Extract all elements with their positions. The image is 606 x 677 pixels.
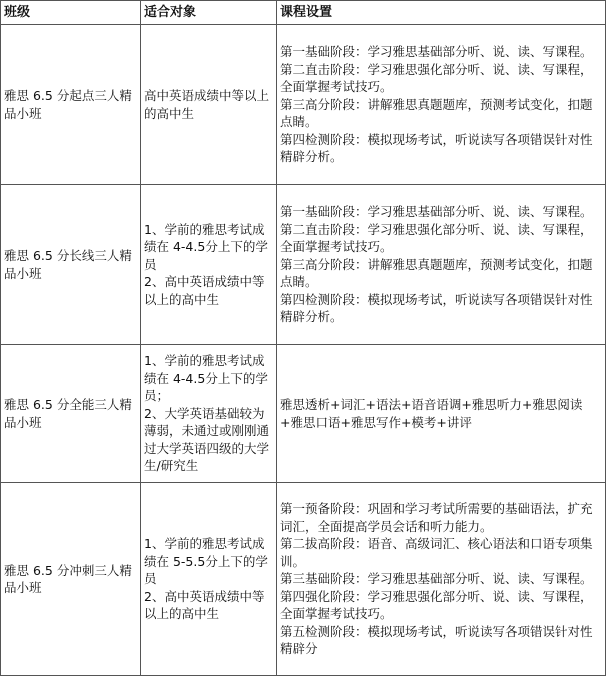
stage-line: 雅思透析+词汇+语法+语音语调+雅思听力+雅思阅读+雅思口语+雅思写作+模考+讲评 (280, 397, 583, 430)
header-row (1, 1, 606, 25)
table-row (1, 345, 606, 483)
audience-line: 1、学前的雅思考试成绩在 4-4.5分上下的学员 (144, 221, 268, 272)
stage-line: 第三高分阶段：讲解雅思真题题库，预测考试变化，扣题点睛。 (280, 96, 593, 130)
stage-line: 第二直击阶段：学习雅思强化部分听、说、读、写课程，全面掌握考试技巧。 (280, 221, 593, 255)
header-class: 班级 (1, 1, 141, 25)
audience-line: 2、高中英语成绩中等以上的高中生 (144, 588, 265, 622)
class-name-cell: 雅思 6.5 分全能三人精品小班 (1, 345, 141, 483)
stage-line: 第二拔高阶段：语音、高级词汇、核心语法和口语专项集训。 (280, 536, 593, 569)
curriculum-cell (277, 25, 606, 185)
audience-cell (141, 345, 277, 483)
table-row (1, 185, 606, 345)
table-row (1, 483, 606, 676)
stage-line: 第二直击阶段：学习雅思强化部分听、说、读、写课程，全面掌握考试技巧。 (280, 61, 593, 95)
audience-line: 高中英语成绩中等以上的高中生 (144, 88, 270, 121)
stage-line: 第四检测阶段：模拟现场考试，听说读写各项错误针对性精辟分析。 (280, 291, 593, 325)
class-name-cell: 雅思 6.5 分起点三人精品小班 (1, 25, 141, 185)
class-name-cell: 雅思 6.5 分长线三人精品小班 (1, 185, 141, 345)
curriculum-cell (277, 185, 606, 345)
stage-line: 第四强化阶段：学习雅思强化部分听、说、读、写课程，全面掌握考试技巧。 (280, 588, 593, 622)
stage-line: 第三基础阶段：学习雅思基础部分听、说、读、写课程。 (280, 571, 593, 587)
audience-cell (141, 483, 277, 676)
curriculum-cell (277, 483, 606, 676)
stage-line: 第一基础阶段：学习雅思基础部分听、说、读、写课程。 (280, 44, 593, 60)
stage-line: 第五检测阶段：模拟现场考试，听说读写各项错误针对性精辟分 (280, 623, 593, 657)
stage-line: 第四检测阶段：模拟现场考试，听说读写各项错误针对性精辟分析。 (280, 131, 593, 165)
audience-line: 2、大学英语基础较为薄弱，未通过或刚刚通过大学英语四级的大学生/研究生 (144, 405, 270, 474)
curriculum-cell (277, 345, 606, 483)
table-row (1, 25, 606, 185)
audience-cell (141, 185, 277, 345)
stage-line: 第一预备阶段：巩固和学习考试所需要的基础语法，扩充词汇，全面提高学员会话和听力能力。 (280, 501, 593, 534)
audience-line: 2、高中英语成绩中等以上的高中生 (144, 274, 265, 307)
stage-line: 第一基础阶段：学习雅思基础部分听、说、读、写课程。 (280, 204, 593, 220)
audience-line: 1、学前的雅思考试成绩在 4-4.5分上下的学员； (144, 353, 268, 404)
header-curriculum: 课程设置 (277, 1, 606, 25)
audience-line: 1、学前的雅思考试成绩在 5-5.5分上下的学员 (144, 536, 268, 587)
class-name-cell: 雅思 6.5 分冲刺三人精品小班 (1, 483, 141, 676)
stage-line: 第三高分阶段：讲解雅思真题题库，预测考试变化，扣题点睛。 (280, 256, 593, 290)
header-audience: 适合对象 (141, 1, 277, 25)
audience-cell (141, 25, 277, 185)
